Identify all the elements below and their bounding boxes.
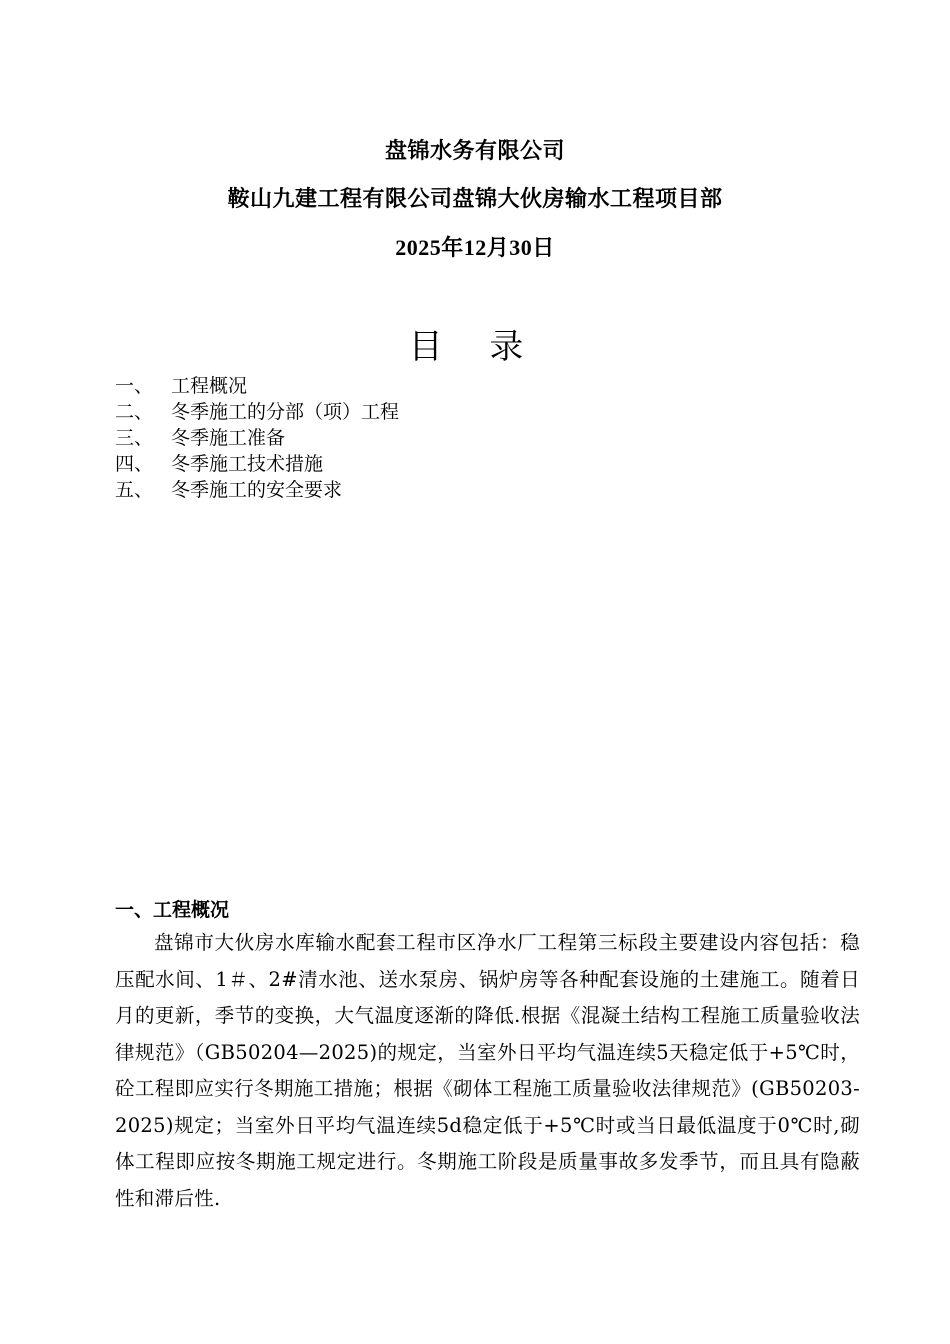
document-date: 2025年12月30日	[395, 235, 555, 260]
section-paragraph: 盘锦市大伙房水库输水配套工程市区净水厂工程第三标段主要建设内容包括：稳压配水间、1＃、2#清水池、送水泵房、锅炉房等各种配套设施的土建施工。随着日月的更新，季节的变换，大气温度逐渐的降低.根据《混凝土结构工程施工质量验收法律规范》（GB50204—2025)的规定，当室外日平均气温连续5天稳定低于+5℃时，砼工程即应实行冬期施工措施；根据《砌体工程施工质量验收法律规范》(GB50203-2025)规定；当室外日平均气温连续5d稳定低于+5℃时或当日最低温度于0℃时,砌体工程即应按冬期施工规定进行。冬期施工阶段是质量事故多发季节，而且具有隐蔽性和滞后性.	[115, 931, 860, 1210]
toc-item-number: 四、	[115, 453, 154, 475]
toc-item[interactable]	[115, 373, 399, 399]
toc-item-label: 冬季施工准备	[171, 427, 286, 449]
toc-item-number: 一、	[115, 375, 154, 397]
toc-item-number: 五、	[115, 479, 154, 501]
toc-item[interactable]	[115, 451, 399, 477]
toc-title: 目 录	[408, 327, 542, 367]
toc-item[interactable]	[115, 477, 399, 503]
contractor-project-department: 鞍山九建工程有限公司盘锦大伙房输水工程项目部	[227, 187, 723, 212]
section-heading: 一、工程概况	[115, 899, 230, 921]
toc-item[interactable]	[115, 399, 399, 425]
toc-item-number: 二、	[115, 401, 154, 423]
table-of-contents	[115, 373, 399, 503]
section-project-overview	[115, 895, 860, 1217]
toc-item-label: 冬季施工技术措施	[171, 453, 324, 475]
document-header	[0, 128, 950, 272]
toc-item-number: 三、	[115, 427, 154, 449]
toc-item-label: 冬季施工的安全要求	[171, 479, 343, 501]
owner-company: 盘锦水务有限公司	[384, 139, 565, 164]
toc-item-label: 工程概况	[171, 375, 248, 397]
toc-item[interactable]	[115, 425, 399, 451]
toc-item-label: 冬季施工的分部（项）工程	[171, 401, 400, 423]
